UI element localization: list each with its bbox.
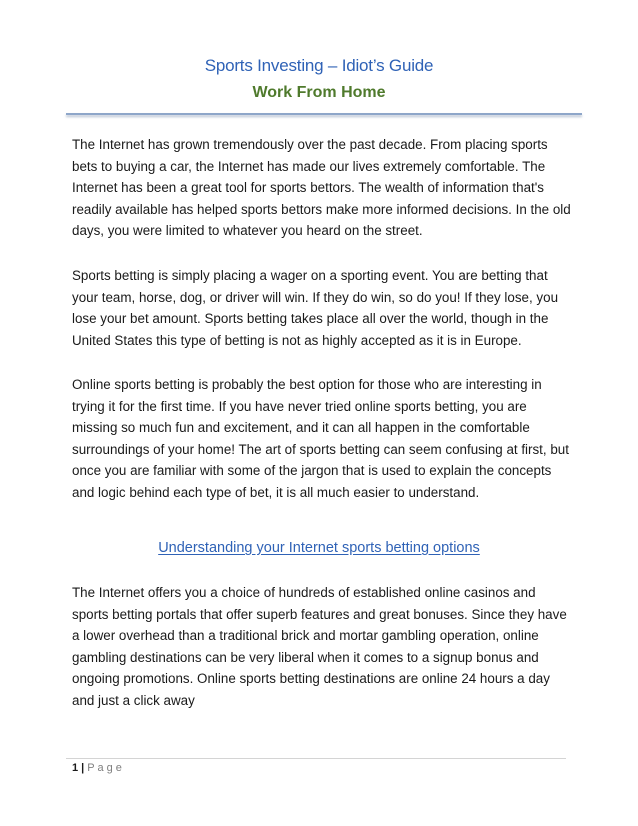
footer-separator: | <box>81 762 85 774</box>
paragraph-3: Online sports betting is probably the best option for those who are interesting in trying it for the first time. If you have never tried online sports betting, you are missing so much fun and excitement, and it can all happen in the comfortable surroundings of your home! The art of sports betting can seem confusing at first, but once you are familiar with some of the jargon that is used to explain the concepts and logic behind each type of bet, it is all much easier to understand. <box>72 377 569 500</box>
page-footer <box>72 760 125 776</box>
paragraph-2: Sports betting is simply placing a wager on a sporting event. You are betting that your team, horse, dog, or driver will win. If they do win, so do you! If they lose, you lose your bet amount. Sports betting takes place all over the world, though in the United States this type of betting is not as highly accepted as it is in Europe. <box>72 268 559 348</box>
header-divider <box>66 113 582 115</box>
paragraph-1: The Internet has grown tremendously over the past decade. From placing sports bets to buying a car, the Internet has made our lives extremely comfortable. The Internet has been a great tool for sports bettors. The wealth of information that's readily available has helped sports bettors make more informed decisions. In the old days, you were limited to whatever you heard on the street. <box>72 137 571 239</box>
document-subtitle: Work From Home <box>252 84 386 101</box>
paragraph-4: The Internet offers you a choice of hundreds of established online casinos and sports betting portals that offer superb features and great bonuses. Since they have a lower overhead than a traditional brick and mortar gambling operation, online gambling destinations can be very liberal when it comes to a signup bonus and ongoing promotions. Online sports betting destinations are online 24 hours a day and just a click away <box>72 585 567 708</box>
footer-divider <box>66 758 566 759</box>
section-heading: Understanding your Internet sports betting options <box>158 540 480 556</box>
document-title: Sports Investing – Idiot’s Guide <box>204 56 434 75</box>
page-label: Page <box>87 762 125 774</box>
page-number: 1 <box>72 762 79 774</box>
